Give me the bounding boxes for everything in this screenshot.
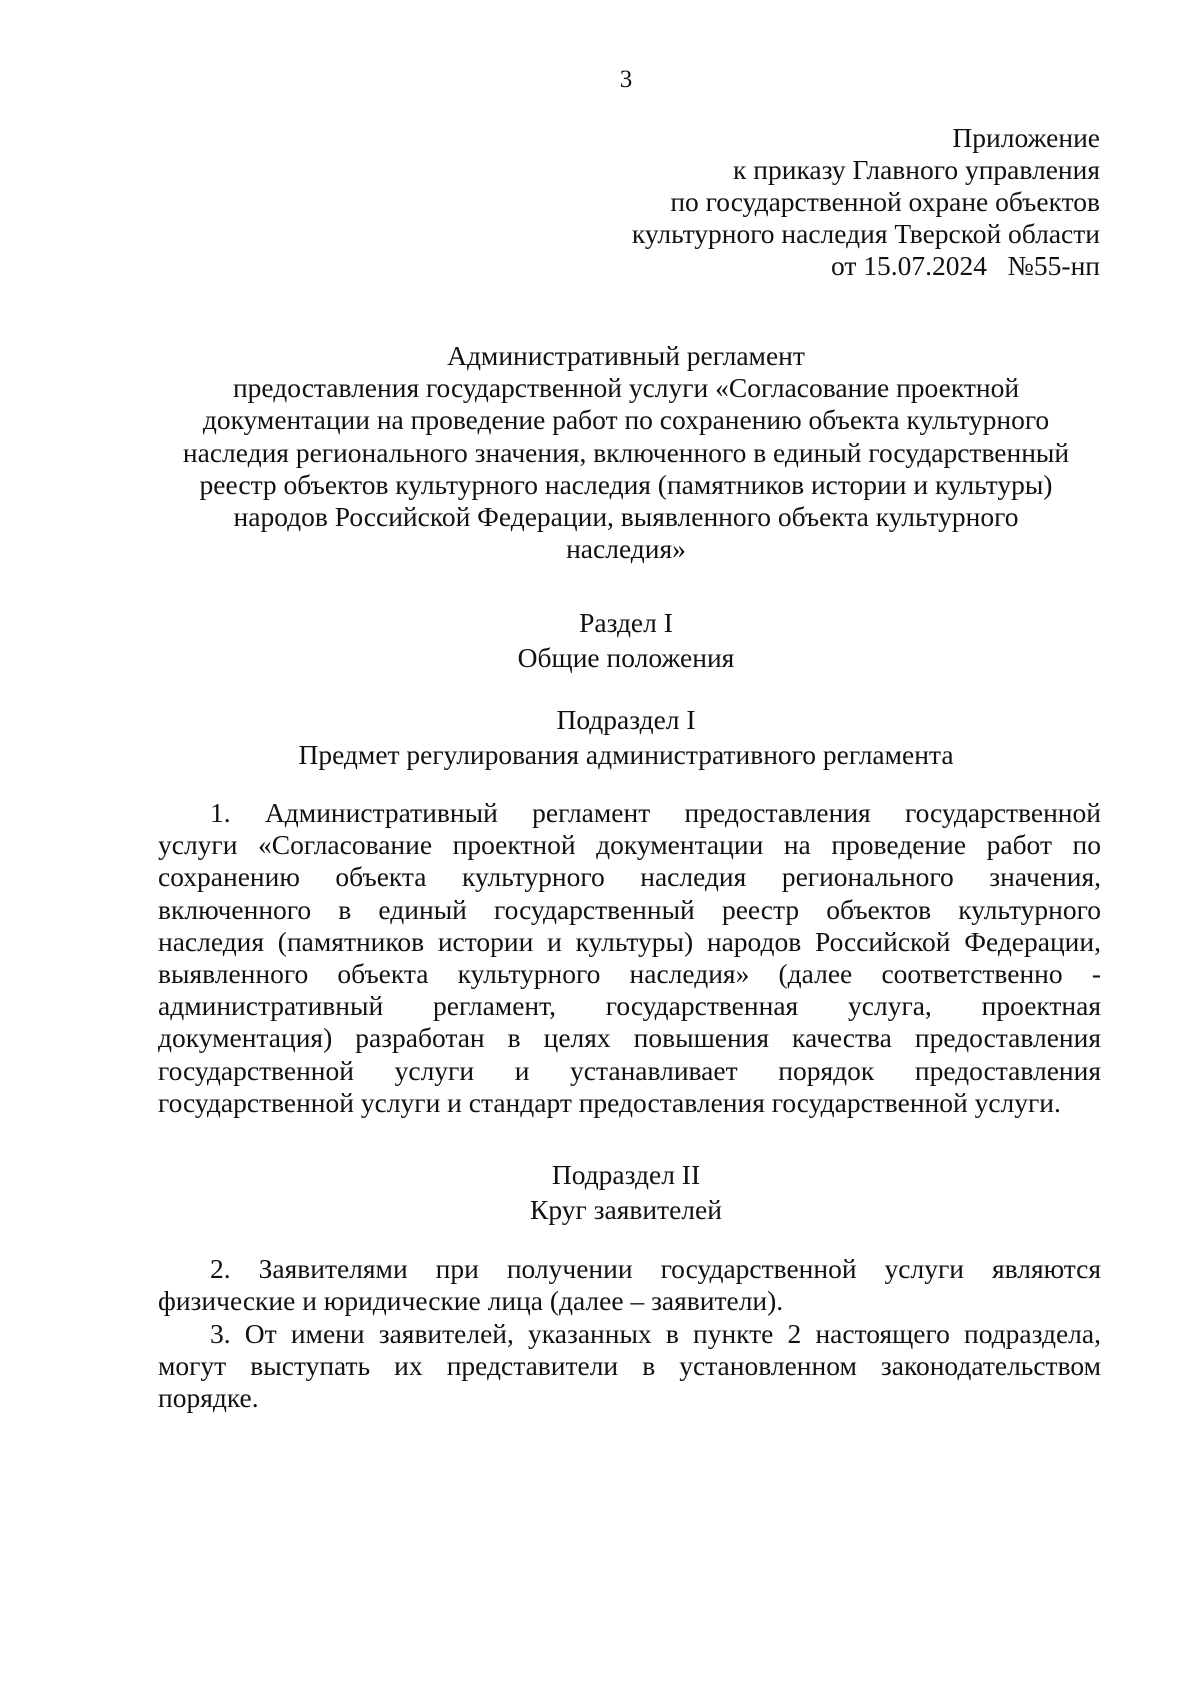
paragraph-1 <box>158 797 1101 1119</box>
appendix-block <box>632 122 1100 282</box>
subsection-name: Предмет регулирования административного регламента <box>298 739 954 770</box>
title-line: реестр объектов культурного наследия (памятников истории и культуры) <box>199 468 1053 500</box>
subsection-label: Подраздел I <box>556 704 696 735</box>
subsection-label: Подраздел II <box>551 1159 701 1190</box>
paragraph-line: могут выступать их представители в установленном законодательством <box>158 1350 1101 1382</box>
title-line: народов Российской Федерации, выявленного объекта культурного <box>233 501 1019 533</box>
paragraph-line: наследия (памятников истории и культуры) народов Российской Федерации, <box>158 925 1101 957</box>
appendix-line: к приказу Главного управления <box>733 154 1100 185</box>
paragraph-line: порядке. <box>158 1382 259 1414</box>
title-line: предоставления государственной услуги «Согласование проектной <box>232 372 1020 404</box>
subsection-heading-2 <box>150 1157 1102 1227</box>
title-line: документации на проведение работ по сохранению объекта культурного <box>202 404 1050 436</box>
title-line: наследия регионального значения, включенного в единый государственный <box>182 436 1070 468</box>
paragraph-line: 2. Заявителями при получении государственной услуги являются <box>210 1253 1101 1284</box>
paragraph-3 <box>158 1318 1101 1415</box>
paragraph-line: услуги «Согласование проектной документации на проведение работ по <box>158 829 1101 861</box>
paragraph-line: включенного в единый государственный реестр объектов культурного <box>158 893 1101 925</box>
paragraph-line: сохранению объекта культурного наследия регионального значения, <box>158 861 1101 893</box>
appendix-line: Приложение <box>952 122 1100 153</box>
paragraph-line: 1. Административный регламент предоставления государственной <box>210 797 1101 828</box>
paragraph-line: административный регламент, государственная услуга, проектная <box>158 990 1101 1022</box>
appendix-line: культурного наследия Тверской области <box>631 218 1100 249</box>
paragraph-line: физические и юридические лица (далее – заявители). <box>158 1285 784 1317</box>
appendix-date-number: от 15.07.2024 №55-нп <box>831 250 1100 281</box>
document-title <box>150 340 1102 565</box>
subsection-name: Круг заявителей <box>530 1194 722 1225</box>
appendix-line: по государственной охране объектов <box>670 186 1100 217</box>
title-line: наследия» <box>566 533 686 565</box>
paragraph-line: выявленного объекта культурного наследия» (далее соответственно - <box>158 957 1101 989</box>
section-label: Раздел I <box>579 607 673 638</box>
section-name: Общие положения <box>517 642 735 673</box>
paragraph-line: документация) разработан в целях повышения качества предоставления <box>158 1022 1101 1054</box>
title-line: Административный регламент <box>447 340 805 371</box>
page-number: 3 <box>619 66 633 93</box>
section-heading <box>150 605 1102 675</box>
paragraph-2 <box>158 1253 1101 1317</box>
paragraph-line: государственной услуги и стандарт предоставления государственной услуги. <box>158 1086 1061 1118</box>
paragraph-line: государственной услуги и устанавливает порядок предоставления <box>158 1054 1101 1086</box>
paragraph-line: 3. От имени заявителей, указанных в пункте 2 настоящего подраздела, <box>210 1318 1101 1349</box>
subsection-heading-1 <box>150 702 1102 772</box>
